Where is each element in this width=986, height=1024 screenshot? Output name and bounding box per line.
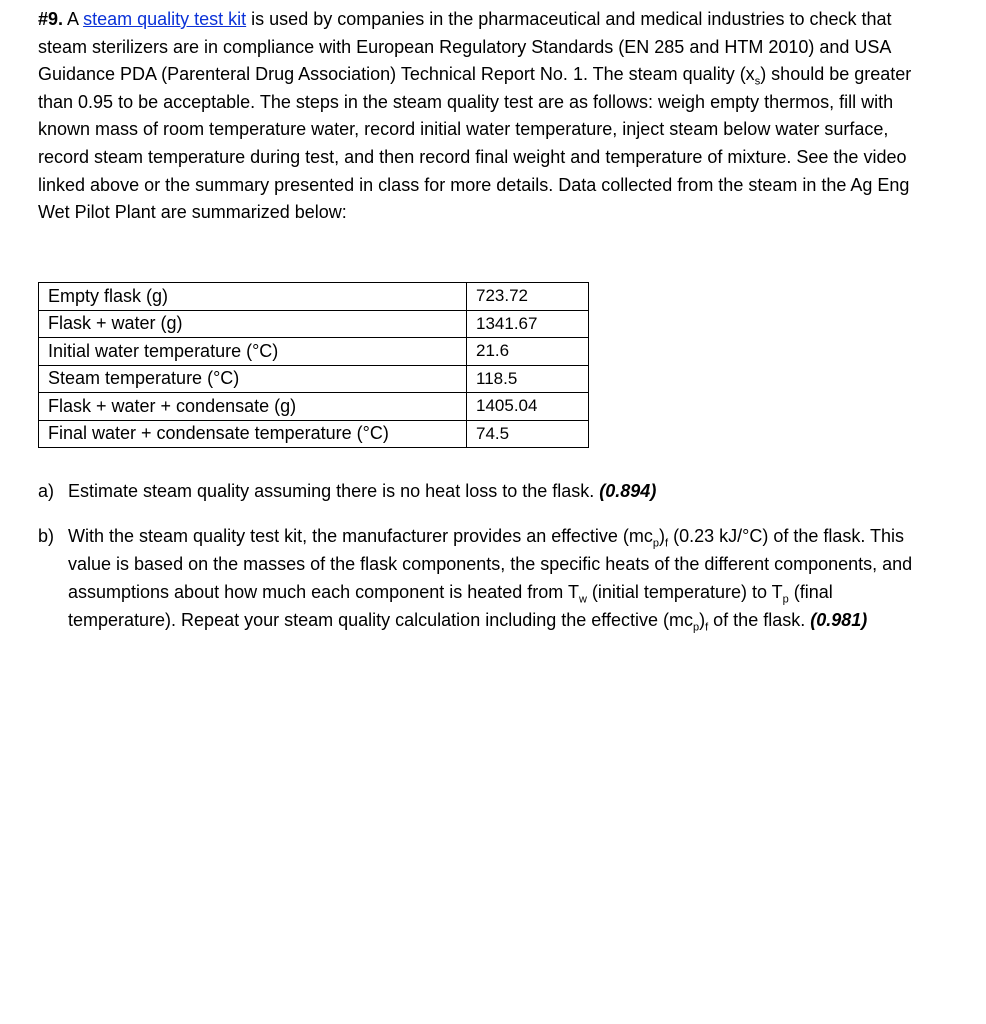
row-value: 1405.04: [467, 393, 589, 421]
question-b-text-4: (initial temperature) to T: [586, 582, 783, 602]
p-subscript: p: [692, 621, 700, 634]
question-b: [38, 522, 918, 634]
question-b-text-2: ): [659, 526, 666, 546]
row-label: Steam temperature (°C): [39, 365, 467, 393]
problem-number: #9.: [38, 9, 64, 29]
question-text: [68, 477, 918, 505]
row-value: 21.6: [467, 338, 589, 366]
row-label: Flask + water (g): [39, 310, 467, 338]
intro-text-c: ) should be greater than 0.95 to be acceptable. The steps in the steam quality test are as follows: weigh empty thermos, fill with known mass of room temperature water, record initial water temperature, inject steam below water surface, record steam temperature during test, and then record final weight and temperature of mixture. See the video linked above or the summary presented in class for more details. Data collected from the steam in the Ag Eng Wet Pilot Plant are summarized below:: [38, 64, 912, 223]
table-row: [39, 365, 589, 393]
row-value: 74.5: [467, 420, 589, 448]
f-subscript: f: [705, 621, 709, 634]
table-row: [39, 420, 589, 448]
intro-text-b: is used by companies in the pharmaceutical and medical industries to check that steam sterilizers are in compliance with European Regulatory Standards (EN 285 and HTM 2010) and USA Guidance PDA (Parenteral Drug Association) Technical Report No. 1. The steam quality (x: [38, 9, 892, 85]
row-label: Flask + water + condensate (g): [39, 393, 467, 421]
question-b-text-6: ): [699, 610, 706, 630]
p-subscript: p: [782, 593, 789, 606]
problem-statement: [38, 6, 938, 227]
table-row: [39, 310, 589, 338]
w-subscript: w: [578, 593, 587, 606]
f-subscript: f: [665, 537, 669, 550]
answer-value: (0.894): [599, 481, 657, 501]
row-label: Empty flask (g): [39, 283, 467, 311]
question-b-text-5: (final temperature). Repeat your steam quality calculation including the effective (mc: [68, 582, 833, 630]
xs-subscript: s: [754, 75, 761, 88]
data-table: [38, 282, 589, 448]
steam-quality-test-kit-link[interactable]: steam quality test kit: [83, 9, 247, 29]
question-letter: a): [38, 481, 55, 501]
question-letter: b): [38, 526, 55, 546]
intro-text-a: A: [67, 9, 79, 29]
row-value: 723.72: [467, 283, 589, 311]
row-value: 1341.67: [467, 310, 589, 338]
table-row: [39, 338, 589, 366]
table-row: [39, 283, 589, 311]
row-label: Final water + condensate temperature (°C): [39, 420, 467, 448]
question-b-text-7: of the flask.: [708, 610, 806, 630]
row-value: 118.5: [467, 365, 589, 393]
answer-value: (0.981): [810, 610, 868, 630]
row-label: Initial water temperature (°C): [39, 338, 467, 366]
p-subscript: p: [652, 537, 660, 550]
question-b-text-1: With the steam quality test kit, the manufacturer provides an effective (mc: [68, 526, 653, 546]
question-a-text: Estimate steam quality assuming there is no heat loss to the flask.: [68, 481, 595, 501]
question-text: [68, 522, 918, 634]
table-row: [39, 393, 589, 421]
question-a: [38, 477, 918, 505]
question-b-text-3: (0.23 kJ/°C) of the flask. This value is based on the masses of the flask components, the specific heats of the different components, and assumptions about how much each component is heated from T: [68, 526, 913, 602]
